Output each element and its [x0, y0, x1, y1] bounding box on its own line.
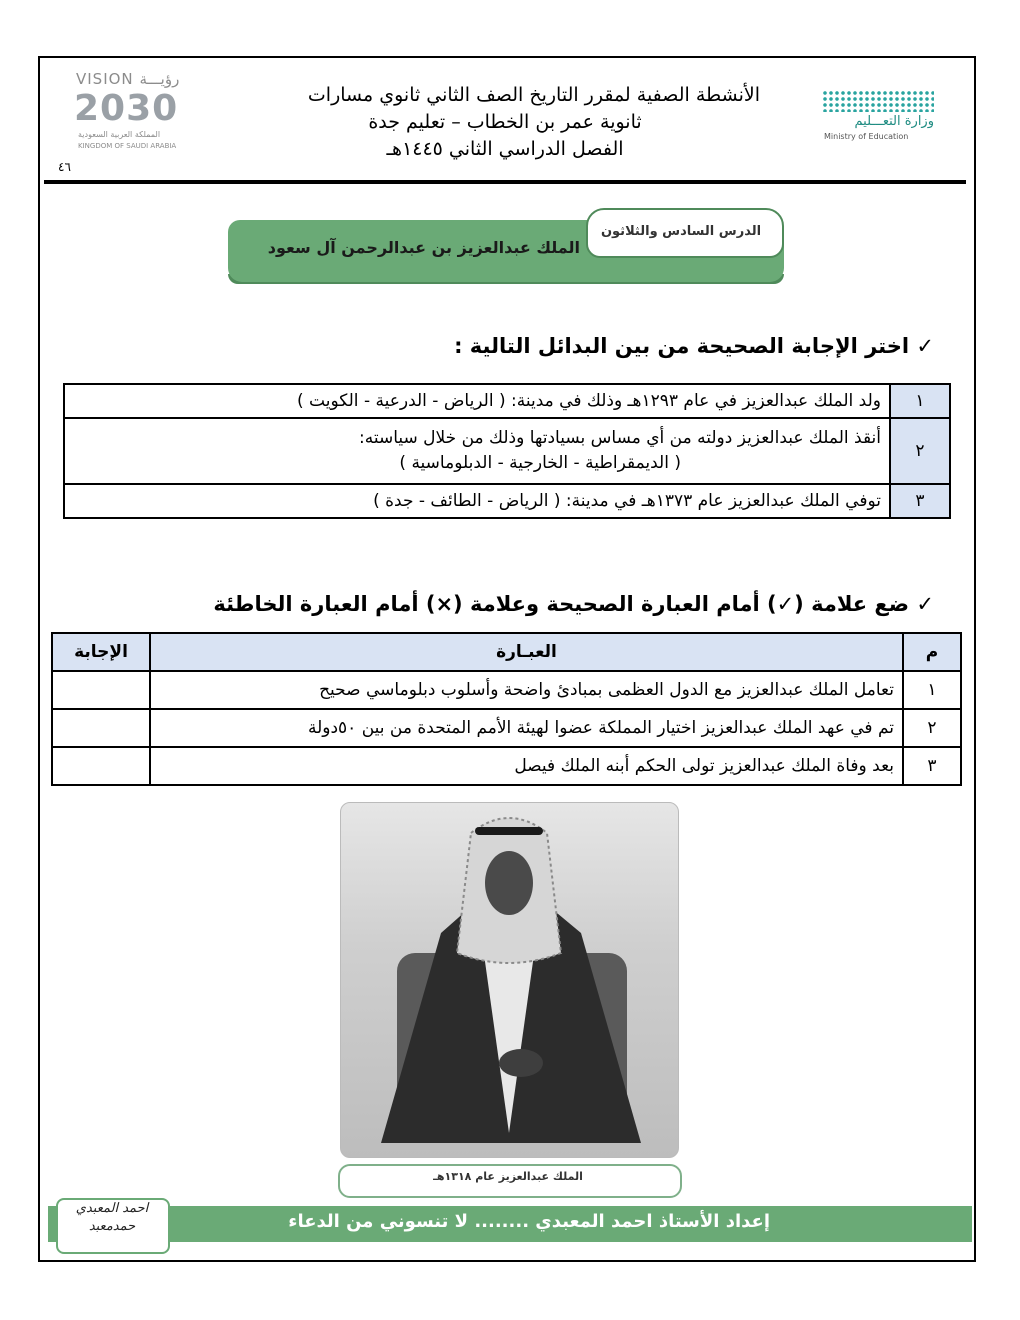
row-number: ١ — [903, 671, 961, 709]
statement-text: بعد وفاة الملك عبدالعزيز تولى الحكم أبنه الملك فيصل — [150, 747, 903, 785]
answer-cell[interactable] — [52, 709, 150, 747]
checkmark-icon: ✓ — [916, 592, 934, 616]
table-row — [52, 709, 961, 747]
footer-text: إعداد الأستاذ احمد المعبدي ........ لا تنسوني من الدعاء — [288, 1211, 770, 1232]
row-number: ٢ — [903, 709, 961, 747]
answer-cell[interactable] — [52, 747, 150, 785]
table-row — [52, 747, 961, 785]
row-number: ٣ — [890, 484, 950, 518]
table-header-row — [52, 633, 961, 671]
row-number: ٢ — [890, 418, 950, 484]
portrait-figure-icon — [341, 803, 678, 1157]
col-header-m: م — [903, 633, 961, 671]
question-text: ولد الملك عبدالعزيز في عام ١٢٩٣هـ وذلك في مدينة: ( الرياض - الدرعية - الكويت ) — [64, 384, 890, 418]
col-header-answer: الإجابة — [52, 633, 150, 671]
checkmark-icon: ✓ — [916, 334, 934, 358]
signature: احمد المعبدي حمدمعبد — [75, 1201, 149, 1234]
mcq-table — [63, 383, 951, 519]
lesson-title: الملك عبدالعزيز بن عبدالرحمن آل سعود — [267, 238, 580, 257]
table-row — [64, 418, 950, 484]
ministry-dots-icon — [822, 90, 934, 112]
header-divider — [44, 180, 966, 184]
section1-heading: ✓ اختر الإجابة الصحيحة من بين البدائل التالية : — [454, 334, 934, 358]
question-text: أنقذ الملك عبدالعزيز دولته من أي مساس بسيادتها وذلك من خلال سياسته: ( الديمقراطية - الخارجية - الدبلوماسية ) — [64, 418, 890, 484]
question-text: توفي الملك عبدالعزيز عام ١٣٧٣هـ في مدينة: ( الرياض - الطائف - جدة ) — [64, 484, 890, 518]
row-number: ٣ — [903, 747, 961, 785]
header-line-2: ثانوية عمر بن الخطاب – تعليم جدة — [368, 111, 642, 133]
page-number: ٤٦ — [58, 160, 71, 174]
lesson-tab-label: الدرس السادس والثلاثون — [600, 224, 762, 239]
row-number: ١ — [890, 384, 950, 418]
table-row — [52, 671, 961, 709]
true-false-table — [51, 632, 962, 786]
photo-caption: الملك عبدالعزيز عام ١٣١٨هـ — [433, 1170, 583, 1183]
ministry-of-education-logo: وزارة التعـــليم Ministry of Education — [818, 88, 942, 148]
table-row — [64, 484, 950, 518]
header-line-3: الفصل الدراسي الثاني ١٤٤٥هـ — [386, 138, 624, 160]
answer-cell[interactable] — [52, 671, 150, 709]
statement-text: تعامل الملك عبدالعزيز مع الدول العظمى بمبادئ واضحة وأسلوب دبلوماسي صحيح — [150, 671, 903, 709]
section2-heading: ✓ ضع علامة (✓) أمام العبارة الصحيحة وعلامة (×) أمام العبارة الخاطئة — [213, 592, 934, 616]
statement-text: تم في عهد الملك عبدالعزيز اختيار المملكة عضوا لهيئة الأمم المتحدة من بين ٥٠دولة — [150, 709, 903, 747]
vision-2030-logo: VISION رؤيـــة 2030 المملكة العربية السعودية KINGDOM OF SAUDI ARABIA — [74, 70, 180, 150]
table-row — [64, 384, 950, 418]
col-header-statement: العبـارة — [150, 633, 903, 671]
header-text — [250, 82, 760, 163]
header-line-1: الأنشطة الصفية لمقرر التاريخ الصف الثاني ثانوي مسارات — [307, 84, 760, 106]
king-abdulaziz-photo — [340, 802, 679, 1158]
